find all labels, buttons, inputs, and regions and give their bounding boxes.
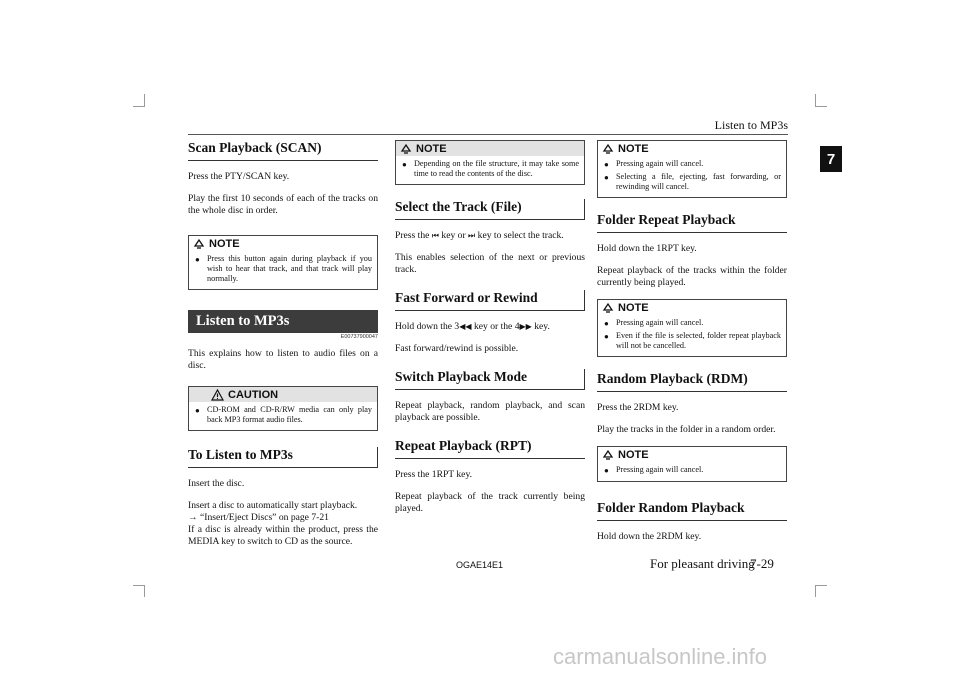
paragraph: Play the first 10 seconds of each of the tracks on the whole disc in order. xyxy=(188,193,378,216)
note-item: ● Depending on the file structure, it may take some time to read the contents of the disc. xyxy=(402,159,579,178)
paragraph: Fast forward/rewind is possible. xyxy=(395,343,519,354)
previous-track-icon: ⏮ xyxy=(431,231,439,240)
paragraph: Press the PTY/SCAN key. xyxy=(188,171,290,182)
note-box xyxy=(597,446,787,482)
note-icon xyxy=(602,302,614,314)
note-label: NOTE xyxy=(209,237,240,250)
crop-mark xyxy=(815,94,816,106)
section-heading: Fast Forward or Rewind xyxy=(395,290,585,311)
document-code: OGAE14E1 xyxy=(456,560,504,570)
paragraph: Press the 1RPT key. xyxy=(395,469,473,480)
section-heading: Switch Playback Mode xyxy=(395,369,585,390)
note-header xyxy=(598,447,786,462)
note-item: ● Selecting a file, ejecting, fast forwarding, or rewinding will cancel. xyxy=(604,172,781,191)
paragraph: Hold down the 2RDM key. xyxy=(597,531,702,542)
note-label: NOTE xyxy=(618,142,649,155)
paragraph: Press the ⏮ key or ⏭ key to select the track. xyxy=(395,230,564,241)
section-code: E00737900047 xyxy=(340,334,378,340)
crop-mark xyxy=(144,585,145,597)
note-icon xyxy=(400,143,412,155)
crop-mark xyxy=(815,585,827,586)
note-header xyxy=(396,141,584,156)
note-item: ● Even if the file is selected, folder repeat playback will not be cancelled. xyxy=(604,331,781,350)
paragraph: Repeat playback of the track currently being played. xyxy=(395,491,585,514)
section-heading: To Listen to MP3s xyxy=(188,447,378,468)
note-box xyxy=(395,140,585,185)
paragraph: Hold down the 3◀◀ key or the 4▶▶ key. xyxy=(395,321,550,332)
caution-item: ● CD-ROM and CD-R/RW media can only play back MP3 format audio files. xyxy=(195,405,372,424)
paragraph: This enables selection of the next or previous track. xyxy=(395,252,585,275)
bullet-icon: ● xyxy=(604,160,609,169)
footer-section-title: For pleasant driving xyxy=(650,556,755,571)
note-item: ● Pressing again will cancel. xyxy=(604,318,704,328)
fast-forward-icon: ▶▶ xyxy=(519,322,532,331)
note-icon xyxy=(602,143,614,155)
crop-mark xyxy=(133,106,145,107)
section-heading: Repeat Playback (RPT) xyxy=(395,438,585,459)
column-3 xyxy=(597,140,787,553)
note-box xyxy=(188,235,378,290)
caution-box xyxy=(188,386,378,431)
paragraph: Repeat playback of the tracks within the folder currently being played. xyxy=(597,265,787,288)
note-box xyxy=(597,140,787,198)
caution-label: CAUTION xyxy=(228,388,279,401)
section-heading: Random Playback (RDM) xyxy=(597,371,787,392)
section-heading: Folder Repeat Playback xyxy=(597,212,787,233)
rewind-icon: ◀◀ xyxy=(459,322,472,331)
chapter-tab: 7 xyxy=(820,146,842,172)
paragraph: If a disc is already within the product, press the MEDIA key to switch to CD as the source. xyxy=(188,524,378,547)
note-label: NOTE xyxy=(416,142,447,155)
paragraph: Play the tracks in the folder in a random order. xyxy=(597,424,776,435)
note-item: ● Press this button again during playback if you wish to hear that track, and that track will play normally. xyxy=(195,254,372,283)
note-label: NOTE xyxy=(618,448,649,461)
cross-reference: → “Insert/Eject Discs” on page 7-21 xyxy=(188,512,329,523)
crop-mark xyxy=(815,106,827,107)
crop-mark xyxy=(144,94,145,106)
warning-icon xyxy=(211,389,224,401)
next-track-icon: ⏭ xyxy=(468,231,476,240)
column-1 xyxy=(188,140,378,558)
section-heading: Select the Track (File) xyxy=(395,199,585,220)
note-item: ● Pressing again will cancel. xyxy=(604,465,704,475)
watermark: carmanualsonline.info xyxy=(553,644,768,669)
bullet-icon: ● xyxy=(604,466,609,475)
note-item: ● Pressing again will cancel. xyxy=(604,159,704,169)
note-icon xyxy=(193,238,205,250)
note-icon xyxy=(602,449,614,461)
chapter-section-banner: Listen to MP3s xyxy=(188,310,378,333)
page-number: 7-29 xyxy=(750,556,774,571)
paragraph: This explains how to listen to audio files on a disc. xyxy=(188,348,378,371)
bullet-icon: ● xyxy=(604,332,609,341)
crop-mark xyxy=(815,585,816,597)
bullet-icon: ● xyxy=(604,173,609,182)
note-box xyxy=(597,299,787,357)
paragraph: Repeat playback, random playback, and scan playback are possible. xyxy=(395,400,585,423)
bullet-icon: ● xyxy=(195,255,200,264)
running-header: Listen to MP3s xyxy=(714,118,788,132)
bullet-icon: ● xyxy=(604,319,609,328)
section-heading: Scan Playback (SCAN) xyxy=(188,140,378,161)
note-label: NOTE xyxy=(618,301,649,314)
paragraph: Hold down the 1RPT key. xyxy=(597,243,697,254)
section-heading: Folder Random Playback xyxy=(597,500,787,521)
header-rule xyxy=(188,134,788,135)
note-header xyxy=(598,300,786,315)
column-2 xyxy=(395,140,585,525)
note-header xyxy=(189,236,377,251)
caution-header xyxy=(189,387,377,402)
note-header xyxy=(598,141,786,156)
bullet-icon: ● xyxy=(195,406,200,415)
paragraph: Insert a disc to automatically start playback. xyxy=(188,500,358,511)
paragraph: Press the 2RDM key. xyxy=(597,402,679,413)
paragraph: Insert the disc. xyxy=(188,478,245,489)
bullet-icon: ● xyxy=(402,160,407,169)
